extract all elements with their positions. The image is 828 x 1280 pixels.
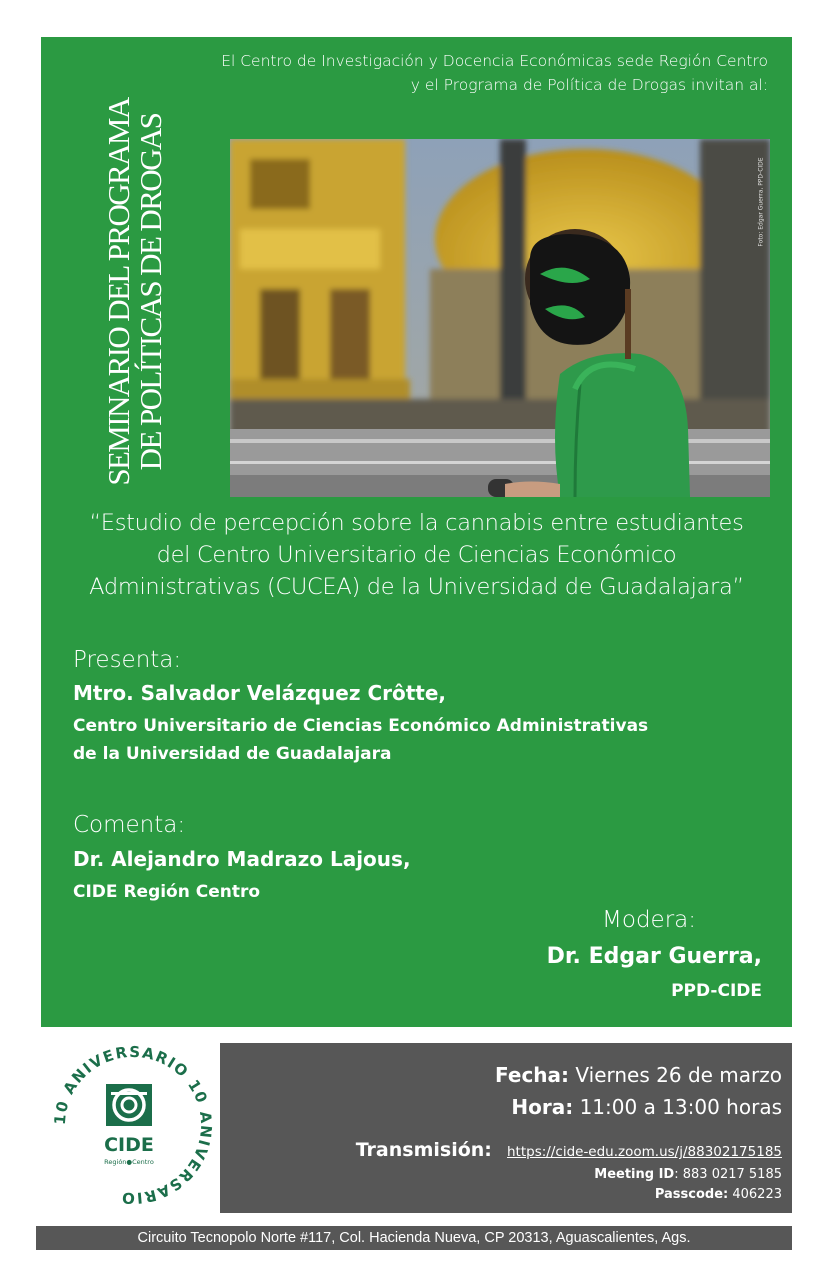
presenter-name: Mtro. Salvador Velázquez Crôtte, [73, 681, 447, 705]
talk-title-line-1: “Estudio de percepción sobre la cannabis entre estudiantes [89, 510, 744, 536]
logo-sub: Región●Centro [104, 1158, 154, 1166]
presenter-affiliation-line-2: de la Universidad de Guadalajara [73, 744, 392, 764]
moderator-affiliation: PPD-CIDE [671, 981, 762, 1001]
talk-title-line-3: Administrativas (CUCEA) de la Universidad de Guadalajara” [89, 574, 744, 600]
seminar-title-line-1: SEMINARIO DEL PROGRAMA [101, 98, 136, 486]
passcode-label: Passcode: [654, 1187, 729, 1202]
header-line-1: El Centro de Investigación y Docencia Económicas sede Región Centro [221, 52, 768, 70]
time-row [511, 1095, 782, 1119]
time-label: Hora: [511, 1095, 574, 1119]
passcode-row [655, 1187, 782, 1202]
photo-credit: Foto: Edgar Guerra, PPD-CIDE [757, 157, 765, 247]
address-bar: Circuito Tecnopolo Norte #117, Col. Hacienda Nueva, CP 20313, Aguascalientes, Ags. [36, 1226, 792, 1250]
time-value: 11:00 a 13:00 horas [573, 1095, 782, 1119]
talk-title-line-2: del Centro Universitario de Ciencias Económico [156, 542, 677, 568]
passcode-value: 406223 [728, 1187, 782, 1202]
meeting-id-value: : 883 0217 5185 [674, 1167, 782, 1182]
meeting-id-label: Meeting ID [594, 1167, 675, 1182]
commentator-name: Dr. Alejandro Madrazo Lajous, [73, 847, 411, 871]
transmission-label: Transmisión: [355, 1139, 492, 1161]
logo-ring-text: 10 ANIVERSARIO 10 ANIVERSARIO [50, 1042, 216, 1208]
moderator-name: Dr. Edgar Guerra, [546, 944, 762, 969]
meeting-id-row [594, 1167, 782, 1182]
organizers-header [221, 49, 768, 97]
comenta-label: Comenta: [73, 812, 186, 838]
presenter-affiliation-line-1: Centro Universitario de Ciencias Económico Administrativas [73, 716, 649, 736]
seminar-title-vertical [101, 98, 168, 486]
event-photo [230, 139, 770, 497]
event-details-box [220, 1043, 792, 1213]
invitation-panel [41, 37, 792, 1027]
seminar-title-line-2: DE POLÍTICAS DE DROGAS [133, 113, 168, 471]
talk-title [41, 507, 792, 603]
presenta-label: Presenta: [73, 647, 182, 673]
date-row [495, 1063, 782, 1087]
cide-anniversary-logo [48, 1040, 218, 1210]
commentator-affiliation: CIDE Región Centro [73, 882, 261, 902]
zoom-link[interactable]: https://cide-edu.zoom.us/j/88302175185 [507, 1144, 782, 1160]
date-label: Fecha: [495, 1063, 570, 1087]
presenter-affiliation [73, 712, 648, 768]
logo-brand: CIDE [104, 1134, 154, 1156]
date-value: Viernes 26 de marzo [569, 1063, 782, 1087]
modera-label: Modera: [602, 907, 696, 933]
header-line-2: y el Programa de Política de Drogas invitan al: [410, 76, 768, 94]
transmission-row [356, 1139, 782, 1161]
